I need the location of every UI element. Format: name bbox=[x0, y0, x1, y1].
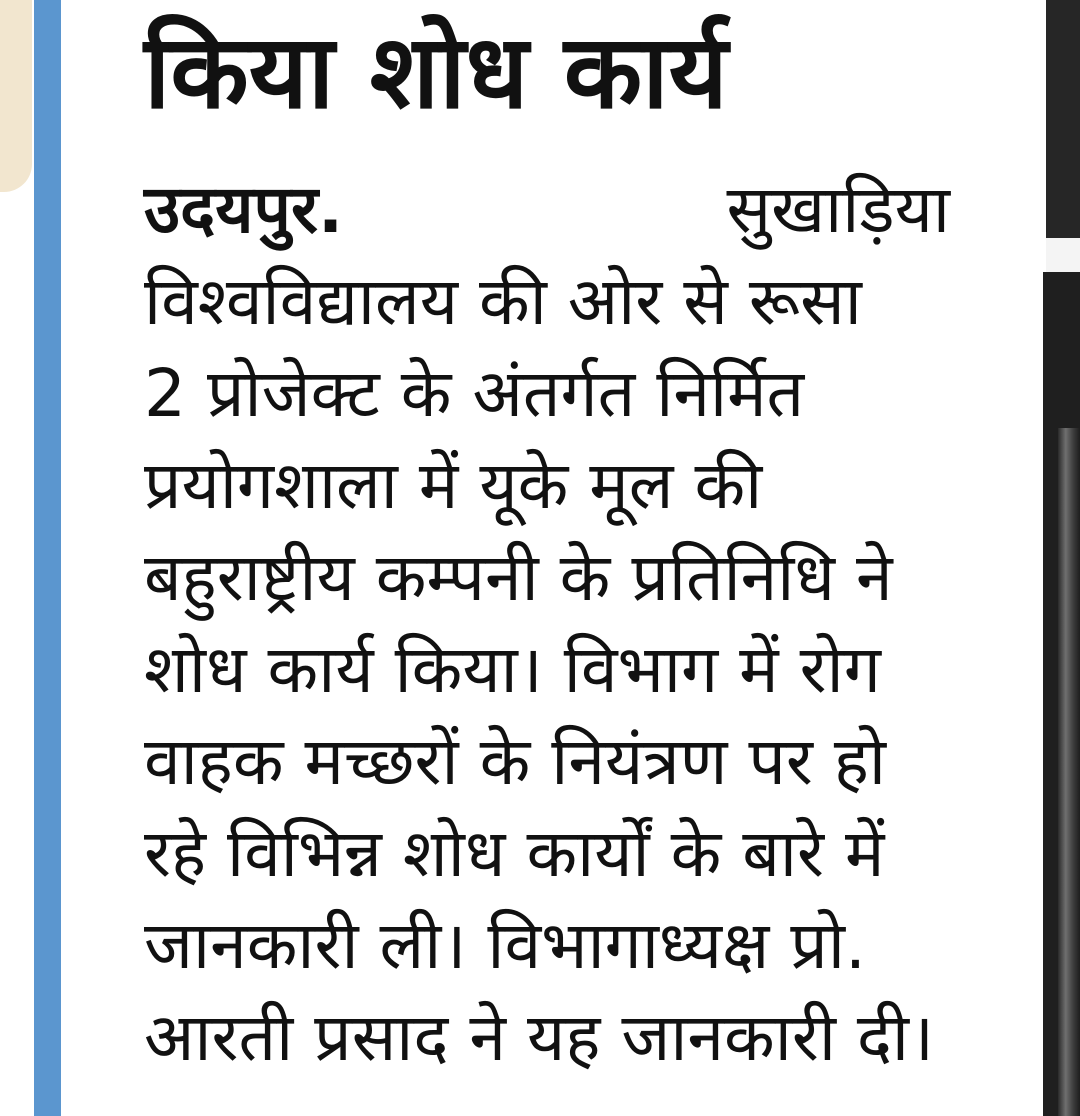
dateline: उदयपुर. bbox=[144, 171, 344, 248]
article-line-4: प्रयोगशाला में यूके मूल की bbox=[144, 447, 763, 524]
adjacent-image-top bbox=[1046, 0, 1080, 238]
article-line-7: वाहक मच्छरों के नियंत्रण पर हो bbox=[144, 723, 886, 800]
article-line-9: जानकारी ली। विभागाध्यक्ष प्रो. bbox=[144, 907, 866, 984]
article-line-10: आरती प्रसाद ने यह जानकारी दी। bbox=[144, 999, 935, 1076]
adjacent-image-strip bbox=[1058, 428, 1080, 1116]
article-line-5: बहुराष्ट्रीय कम्पनी के प्रतिनिधि ने bbox=[144, 539, 893, 616]
headline: किया शोध कार्य bbox=[144, 13, 728, 132]
article-line-6: शोध कार्य किया। विभाग में रोग bbox=[144, 631, 881, 708]
news-article bbox=[144, 0, 950, 1116]
left-column-bar bbox=[34, 0, 61, 1116]
article-line-8: रहे विभिन्न शोध कार्यों के बारे में bbox=[144, 815, 885, 892]
left-margin-tab bbox=[0, 0, 32, 192]
article-line-3: 2 प्रोजेक्ट के अंतर्गत निर्मित bbox=[144, 355, 805, 432]
article-line-1-text: सुखाड़िया bbox=[726, 171, 950, 248]
article-line-1 bbox=[144, 164, 950, 256]
article-line-2: विश्वविद्यालय की ओर से रूसा bbox=[144, 263, 862, 340]
adjacent-gap bbox=[1046, 238, 1080, 272]
